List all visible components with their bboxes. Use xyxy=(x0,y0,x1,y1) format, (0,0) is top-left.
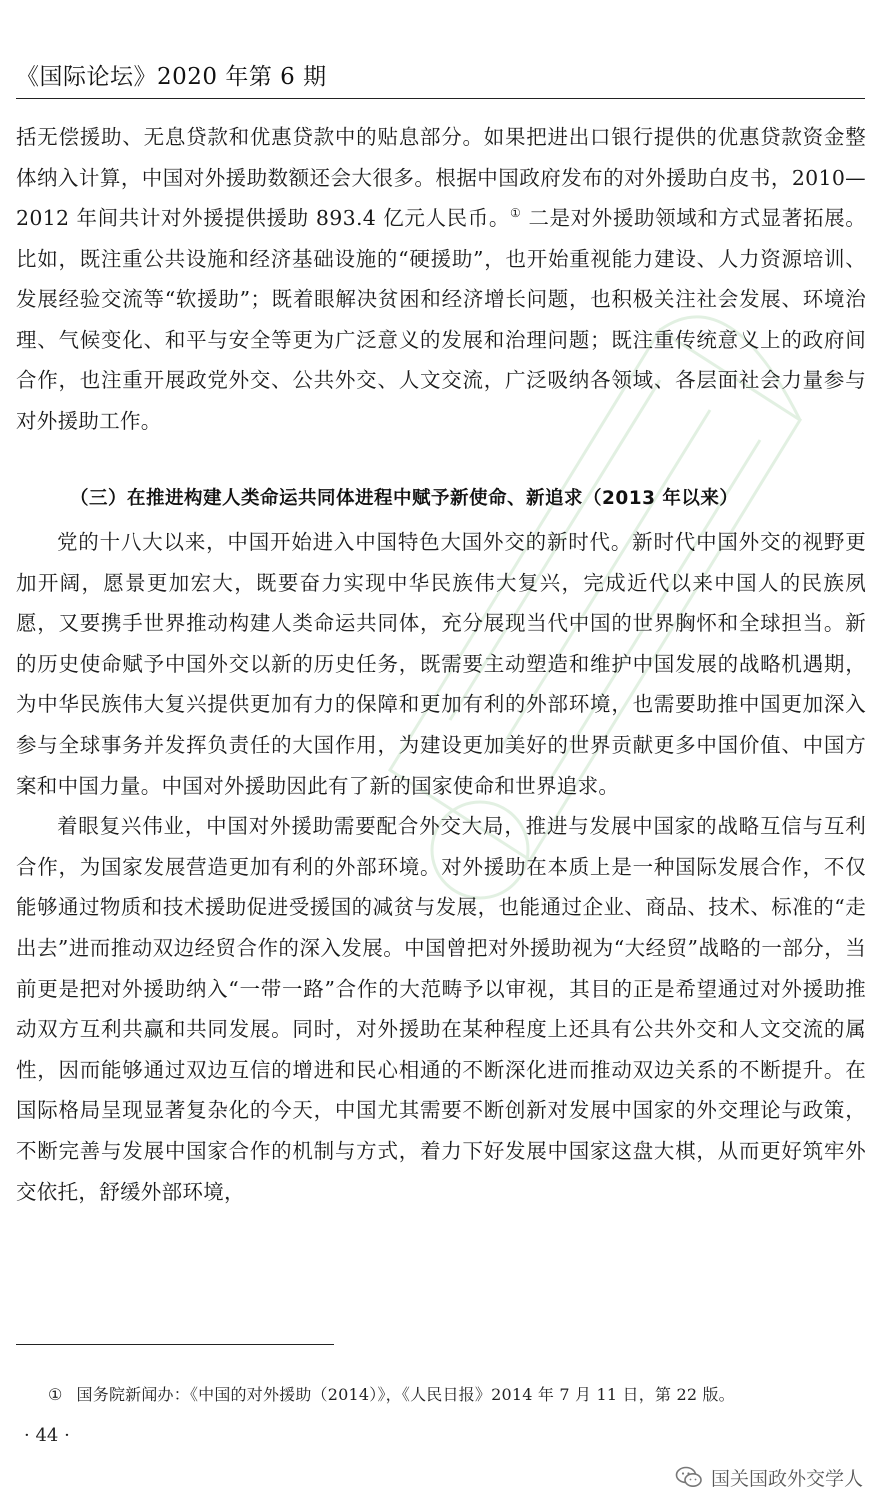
paragraph-text: 二是对外援助领域和方式显著拓展。比如，既注重公共设施和经济基础设施的“硬援助”，也开始重视能力建设、人力资源培训、发展经验交流等“软援助”；既着眼解决贫困和经济增长问题，也积极关注社会发展、环境治理、气候变化、和平与安全等更为广泛意义的发展和治理问题；既注重传统意义上的政府间合作，也注重开展政党外交、公共外交、人文交流，广泛吸纳各领域、各层面社会力量参与对外援助工作。 xyxy=(16,206,866,433)
footnote-reference[interactable]: ① xyxy=(509,206,522,221)
paragraph-text: 括无偿援助、无息贷款和优惠贷款中的贴息部分。如果把进出口银行提供的优惠贷款资金整体纳入计算，中国对外援助数额还会大很多。根据中国政府发布的对外援助白皮书，2010—2012 年间共计对外援提供援助 893.4 亿元人民币。 xyxy=(16,125,866,230)
footnote-text: 国务院新闻办：《中国的对外援助（2014）》，《人民日报》2014 年 7 月 11 日，第 22 版。 xyxy=(76,1385,735,1404)
footnote-divider xyxy=(16,1344,334,1345)
wechat-account-watermark xyxy=(675,1462,863,1492)
paragraph: 党的十八大以来，中国开始进入中国特色大国外交的新时代。新时代中国外交的视野更加开阔，愿景更加宏大，既要奋力实现中华民族伟大复兴，完成近代以来中国人的民族夙愿，又要携手世界推动构建人类命运共同体，充分展现当代中国的世界胸怀和全球担当。新的历史使命赋予中国外交以新的历史任务，既需要主动塑造和维护中国发展的战略机遇期，为中华民族伟大复兴提供更加有力的保障和更加有利的外部环境，也需要助推中国更加深入参与全球事务并发挥负责任的大国作用，为建设更加美好的世界贡献更多中国价值、中国方案和中国力量。中国对外援助因此有了新的国家使命和世界追求。 xyxy=(16,530,866,798)
previous-section-body xyxy=(16,117,866,441)
section-heading: （三）在推进构建人类命运共同体进程中赋予新使命、新追求（2013 年以来） xyxy=(70,488,739,509)
header-divider xyxy=(16,98,865,99)
paragraph xyxy=(16,117,866,441)
section-body xyxy=(16,522,866,1212)
paragraph: 着眼复兴伟业，中国对外援助需要配合外交大局，推进与发展中国家的战略互信与互利合作，为国家发展营造更加有利的外部环境。对外援助在本质上是一种国际发展合作，不仅能够通过物质和技术援助促进受援国的减贫与发展，也能通过企业、商品、技术、标准的“走出去”进而推动双边经贸合作的深入发展。中国曾把对外援助视为“大经贸”战略的一部分，当前更是把对外援助纳入“一带一路”合作的大范畴予以审视，其目的正是希望通过对外援助推动双方互利共赢和共同发展。同时，对外援助在某种程度上还具有公共外交和人文交流的属性，因而能够通过双边互信的增进和民心相通的不断深化进而推动双边关系的不断提升。在国际格局呈现显著复杂化的今天，中国尤其需要不断创新对发展中国家的外交理论与政策，不断完善与发展中国家合作的机制与方式，着力下好发展中国家这盘大棋，从而更好筑牢外交依托，舒缓外部环境， xyxy=(16,814,866,1204)
footnote-mark: ① xyxy=(48,1385,63,1404)
page-number: · 44 · xyxy=(24,1425,70,1446)
wechat-icon xyxy=(675,1465,703,1489)
footnote xyxy=(48,1382,868,1405)
journal-header: 《国际论坛》2020 年第 6 期 xyxy=(16,64,327,90)
wechat-account-name: 国关国政外交学人 xyxy=(710,1467,863,1490)
